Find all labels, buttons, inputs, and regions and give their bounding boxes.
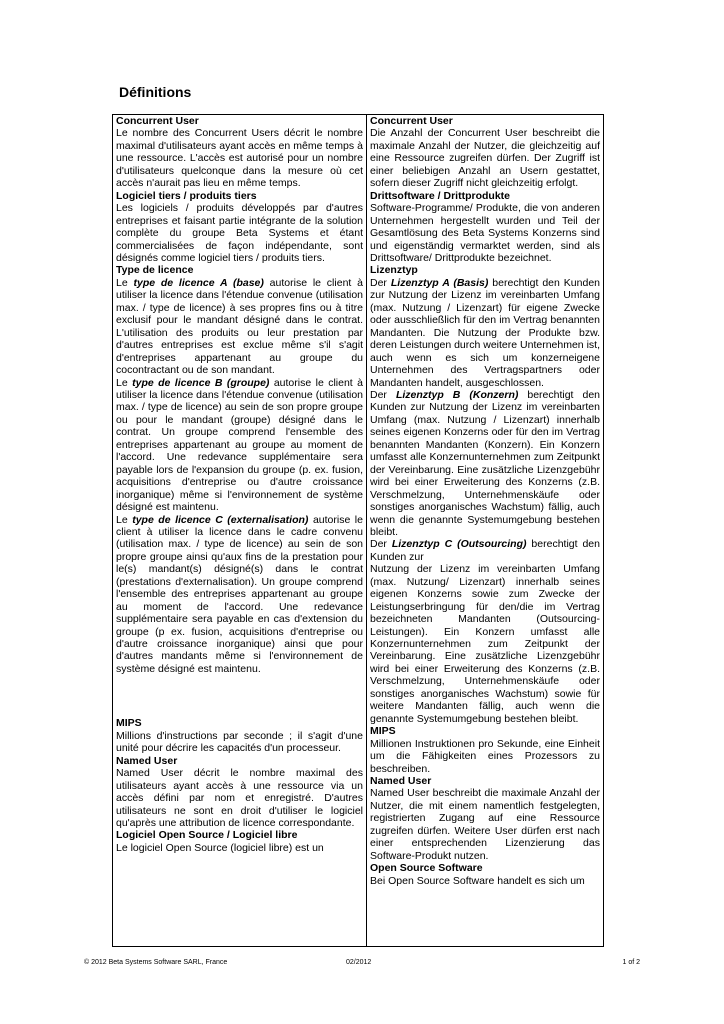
term-third-party-de: Drittsoftware / Drittprodukte [370, 189, 511, 202]
license-c-prefix-fr: Le [116, 513, 133, 526]
license-a-text-de: berechtigt den Kunden zur Nutzung der Lizenz im vereinbarten Umfang (max. Nutzung / Lizenzart) für eigene Zwecke oder ausschließlich für den im Vertrag benannten Mandanten. Die Nutzung der Produkte bzw. deren Leistungen durch weitere Unternehmen ist, auch wenn es sich um konzerneigene Unternehmen des Vertragspartners oder Mandanten handelt, ausgeschlossen. [370, 276, 600, 389]
term-open-source-fr: Logiciel Open Source / Logiciel libre [116, 829, 298, 842]
term-concurrent-user-de: Concurrent User [370, 115, 453, 127]
license-c-text-de: berechtigt den Kunden zur [370, 538, 600, 563]
definition-license-c-fr [116, 514, 363, 676]
license-b-prefix-de: Der [370, 388, 396, 401]
license-c-text-fr: autorise le client à utiliser la licence dans le cadre convenu (utilisation max. / type de licence) au sein de son propre groupe ainsi qu'aux fins de la prestation pour le(s) mandant(s) désigné(s) dans le contrat (prestations d'externalisation). Un groupe comprend l'ensemble des entreprises appartenant au groupe au moment de l'accord. Une redevance supplémentaire sera payable en cas d'extension du groupe (p ex. fusion, acquisitions d'entreprise ou d'autre croissance inorganique) ainsi que pour d'autres mandants même si l'environnement de système désigné est maintenu. [116, 513, 363, 675]
license-a-name-fr: type de licence A (base) [133, 276, 264, 289]
definition-license-a-fr [116, 277, 363, 377]
license-c-name-fr: type de licence C (externalisation) [132, 513, 309, 526]
footer-page-number: 1 of 2 [622, 959, 640, 966]
definition-license-a-de [370, 277, 600, 389]
license-a-prefix-de: Der [370, 276, 391, 289]
term-open-source-de: Open Source Software [370, 862, 483, 875]
term-license-type-fr: Type de licence [116, 264, 194, 277]
term-third-party-fr: Logiciel tiers / produits tiers [116, 189, 257, 202]
license-b-text-de: berechtigt den Kunden zur Nutzung der Lizenz im vereinbarten Umfang (max. Nutzung / Lizenzart) innerhalb seines eigenen Konzerns oder für den im Vertrag benannten Mandanten (Konzern). Ein Konzern umfasst alle Konzernunternehmen zum Zeitpunkt der Vereinbarung. Eine zusätzliche Lizenzgebühr wird bei einer Erweiterung des Konzerns (z.B. Verschmelzung, Unternehmenskäufe oder sonstiges anorganisches Wachstum) fällig, auch wenn die genannte Systemumgebung bestehen bleibt. [370, 388, 600, 538]
footer-date: 02/2012 [346, 959, 372, 966]
license-b-prefix-fr: Le [116, 376, 133, 389]
term-license-type-de: Lizenztyp [370, 264, 418, 277]
term-mips-fr: MIPS [116, 717, 142, 730]
definition-open-source-fr: Le logiciel Open Source (logiciel libre) est un [116, 841, 324, 854]
definition-license-b-fr [116, 377, 363, 514]
table-row [113, 115, 604, 947]
definition-named-user-de: Named User beschreibt die maximale Anzahl der Nutzer, die mit einem namentlich festgelegten, registrierten Zugang auf eine Ressource zugreifen dürfen. Weitere User dürfen erst nach einer entsprechenden Lizenzierung das Software-Produkt nutzen. [370, 787, 600, 862]
license-a-prefix-fr: Le [116, 276, 134, 289]
term-concurrent-user-fr: Concurrent User [116, 115, 199, 127]
term-named-user-fr: Named User [116, 754, 178, 767]
definition-mips-fr: Millions d'instructions par seconde ; il s'agit d'une unité pour décrire les capacités d'un processeur. [116, 729, 363, 755]
definition-license-b-de [370, 389, 600, 538]
empty-space [116, 675, 363, 717]
license-c-prefix-de: Der [370, 538, 392, 551]
german-column [367, 115, 604, 947]
term-mips-de: MIPS [370, 725, 396, 738]
page-title: Définitions [119, 84, 192, 100]
license-b-name-fr: type de licence B (groupe) [132, 376, 270, 389]
license-a-text-fr: autorise le client à utiliser la licence dans l'étendue convenue (utilisation max. / type de licence) à ses propres fins ou à titre exclusif pour le mandant désigné dans le contrat. L'utilisation des produits ou leur prestation par d'autres entreprises est exclue même s'il s'agit d'entreprises appartenant au groupe du cocontractant ou de son mandant. [116, 276, 363, 377]
definition-third-party-fr: Les logiciels / produits développés par d'autres entreprises et faisant partie intégrante de la solution complète du groupe Beta Systems et étant commercialisées de façon indépendante, sont désignés comme logiciel tiers / produits tiers. [116, 202, 363, 264]
definitions-table [112, 114, 604, 947]
definition-third-party-de: Software-Programme/ Produkte, die von anderen Unternehmen hergestellt wurden und Teil der Gesamtlösung des Beta Systems Konzerns sind und eigenständig vermarktet werden, sind als Drittsoftware/ Drittprodukte bezeichnet. [370, 202, 600, 264]
license-b-name-de: Lizenztyp B (Konzern) [395, 388, 519, 401]
definition-license-c-continued-de: Nutzung der Lizenz im vereinbarten Umfang (max. Nutzung/ Lizenzart) innerhalb seines eigenen Konzerns sowie zum Zwecke der Leistungserbringung für den/die im Vertrag bezeichneten Mandanten (Outsourcing-Leistungen). Ein Konzern umfasst alle Konzernunternehmen zum Zeitpunkt der Vereinbarung. Eine zusätzliche Lizenzgebühr wird bei einer Erweiterung des Konzerns (z.B. Verschmelzung, Unternehmenskäufe oder sonstiges anorganisches Wachstum) sowie für weitere Mandanten fällig, auch wenn die genannte Systemumgebung bestehen bleibt. [370, 563, 600, 725]
definition-concurrent-user-fr: Le nombre des Concurrent Users décrit le nombre maximal d'utilisateurs ayant accès en même temps à une ressource. L'accès est autorisé pour un nombre d'utilisateurs quelconque dans la mesure où cet accès n'aurait pas lieu en même temps. [116, 127, 363, 190]
definition-mips-de: Millionen Instruktionen pro Sekunde, eine Einheit um die Fähigkeiten eines Prozessors zu beschreiben. [370, 737, 600, 775]
definition-license-c-de [370, 538, 600, 563]
term-named-user-de: Named User [370, 775, 432, 788]
footer-copyright: © 2012 Beta Systems Software SARL, France [84, 959, 228, 966]
license-b-text-fr: autorise le client à utiliser la licence dans l'étendue convenue (utilisation max. / type de licence) au sein de son propre groupe ou pour le mandant (groupe) désigné dans le contrat. Un groupe comprend l'ensemble des entreprises appartenant au groupe au moment de l'accord. Une redevance supplémentaire sera payable lors de l'expansion du groupe (p. ex. fusion, acquisitions d'entreprise ou d'autre croissance inorganique) même si l'environnement de système désigné est maintenu. [116, 376, 363, 514]
definition-named-user-fr: Named User décrit le nombre maximal des utilisateurs ayant accès à une ressource via un accès défini par nom et enregistré. D'autres utilisateurs ne sont en droit d'utiliser le logiciel qu'après une attribution de licence correspondante. [116, 767, 363, 830]
french-column [113, 115, 367, 947]
license-a-name-de: Lizenztyp A (Basis) [390, 276, 489, 289]
definition-concurrent-user-de: Die Anzahl der Concurrent User beschreibt die maximale Anzahl der Nutzer, die gleichzeitig auf eine Ressource zugreifen dürfen. Der Zugriff ist einer beliebigen Anzahl an Usern gestattet, sofern dieser Zugriff nicht gleichzeitig erfolgt. [370, 127, 600, 190]
definition-open-source-de: Bei Open Source Software handelt es sich um [370, 874, 585, 887]
license-c-name-de: Lizenztyp C (Outsourcing) [391, 538, 527, 551]
